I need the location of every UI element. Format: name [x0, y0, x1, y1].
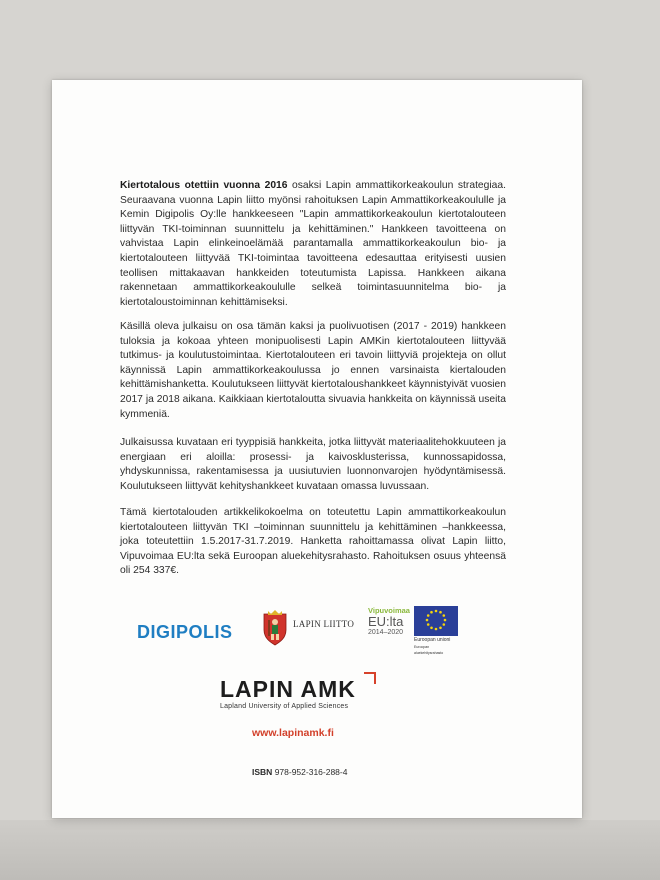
isbn-line: [252, 767, 347, 777]
lapin-liitto-label: LAPIN LIITTO: [293, 619, 355, 629]
table-surface: [0, 820, 660, 880]
website-url: www.lapinamk.fi: [252, 727, 334, 739]
content-paragraph: Julkaisussa kuvataan eri tyyppisiä hankkeita, jotka liittyvät materiaalitehokkuuteen ja energiaan eri aloilla: prosessi- ja kaivosklusterissa, kunnossapidossa, yhdyskunnissa, rakentamisessa ja uusiutuvien luonnonvarojen hyödyntämisessä. Koulutukseen liittyvät kehityshankkeet kuvataan omassa luvussaan.: [120, 437, 506, 492]
funding-paragraph: Tämä kiertotalouden artikkelikokoelma on toteutettu Lapin ammattikorkeakoulun kiertotalouteen liittyvän TKI –toiminnan suunnittelu ja kehittäminen –hankkeessa, joka toteutettiin 1.5.2017-31.7.2019. Hanketta rahoittamassa olivat Lapin liitto, Vipuvoimaa EU:lta sekä Euroopan aluekehitysrahasto. Rahoituksen osuus yhteensä oli 254 337€.: [120, 507, 506, 577]
lapin-amk-subtitle: Lapland University of Applied Sciences: [220, 703, 349, 710]
digipolis-logo: DIGIPOLIS: [137, 622, 233, 642]
eu-union-label: Euroopan unioni: [414, 637, 451, 643]
eu-logo: [414, 606, 458, 655]
lapin-liitto-coat-of-arms-icon: [262, 610, 288, 646]
vipuvoimaa-label: Vipuvoimaa: [368, 606, 410, 615]
partner-logos: [0, 600, 660, 660]
eu-fund-label: Euroopan aluekehitysrahasto: [414, 645, 444, 655]
intro-paragraph: [120, 179, 506, 310]
vipuvoimaa-logo: [368, 606, 416, 636]
intro-bold-lead: Kiertotalous otettiin vuonna 2016: [120, 180, 288, 191]
years-label: 2014–2020: [368, 629, 404, 636]
lapin-amk-logo: [220, 676, 380, 710]
intro-text: osaksi Lapin ammattikorkeakoulun strategiaa. Seuraavana vuonna Lapin liitto myönsi rahoituksen Lapin Ammattikorkeakoululle ja Kemin Digipolis Oy:lle hankkeeseen "Lapin ammattikorkeakoulun kiertotalouteen liittyvän TKI-toiminnan suunnittelu ja kehittäminen." Hankkeen tavoitteena on vahvistaa Lapin elinkeinoelämää parantamalla ammattikorkeakoulun bio- ja kiertotalouteen liittyvää TKI-toimintaa tavoitteena edesauttaa erityisesti uusien teollisen mittakaavan hankkeiden toteutumista Lapissa. Hankkeen aikana rakennetaan ammattikorkeakoululle selkeä toimintasuunnitelma bio- ja kiertotaloustoiminnan kehittämiseksi.: [120, 180, 506, 308]
corner-mark-icon: [364, 672, 376, 684]
isbn-value: 978-952-316-288-4: [274, 767, 348, 777]
eulta-label: EU:lta: [368, 614, 404, 629]
eu-flag-icon: [414, 606, 458, 636]
isbn-label: ISBN: [252, 767, 273, 777]
lapin-amk-title: LAPIN AMK: [220, 676, 356, 702]
publication-paragraph: Käsillä oleva julkaisu on osa tämän kaksi ja puolivuotisen (2017 - 2019) hankkeen tuloksia ja kokoaa yhteen monipuolisesti Lapin AMKin kiertotalouteen liittyvää tutkimus- ja koulutustoimintaa. Kiertotalouteen eri tavoin liittyviä projekteja on ollut käynnissä Lapin ammattikorkeakoulussa jo ennen varsinaista kiertalouden kehittämishanketta. Koulutukseen liittyvät kiertotaloushankkeet käynnistyivät vuosien 2017 ja 2018 aikana. Kaikkiaan kiertotaloutta sivuavia hankkeita on käynnissä useita kymmeniä.: [120, 321, 506, 420]
